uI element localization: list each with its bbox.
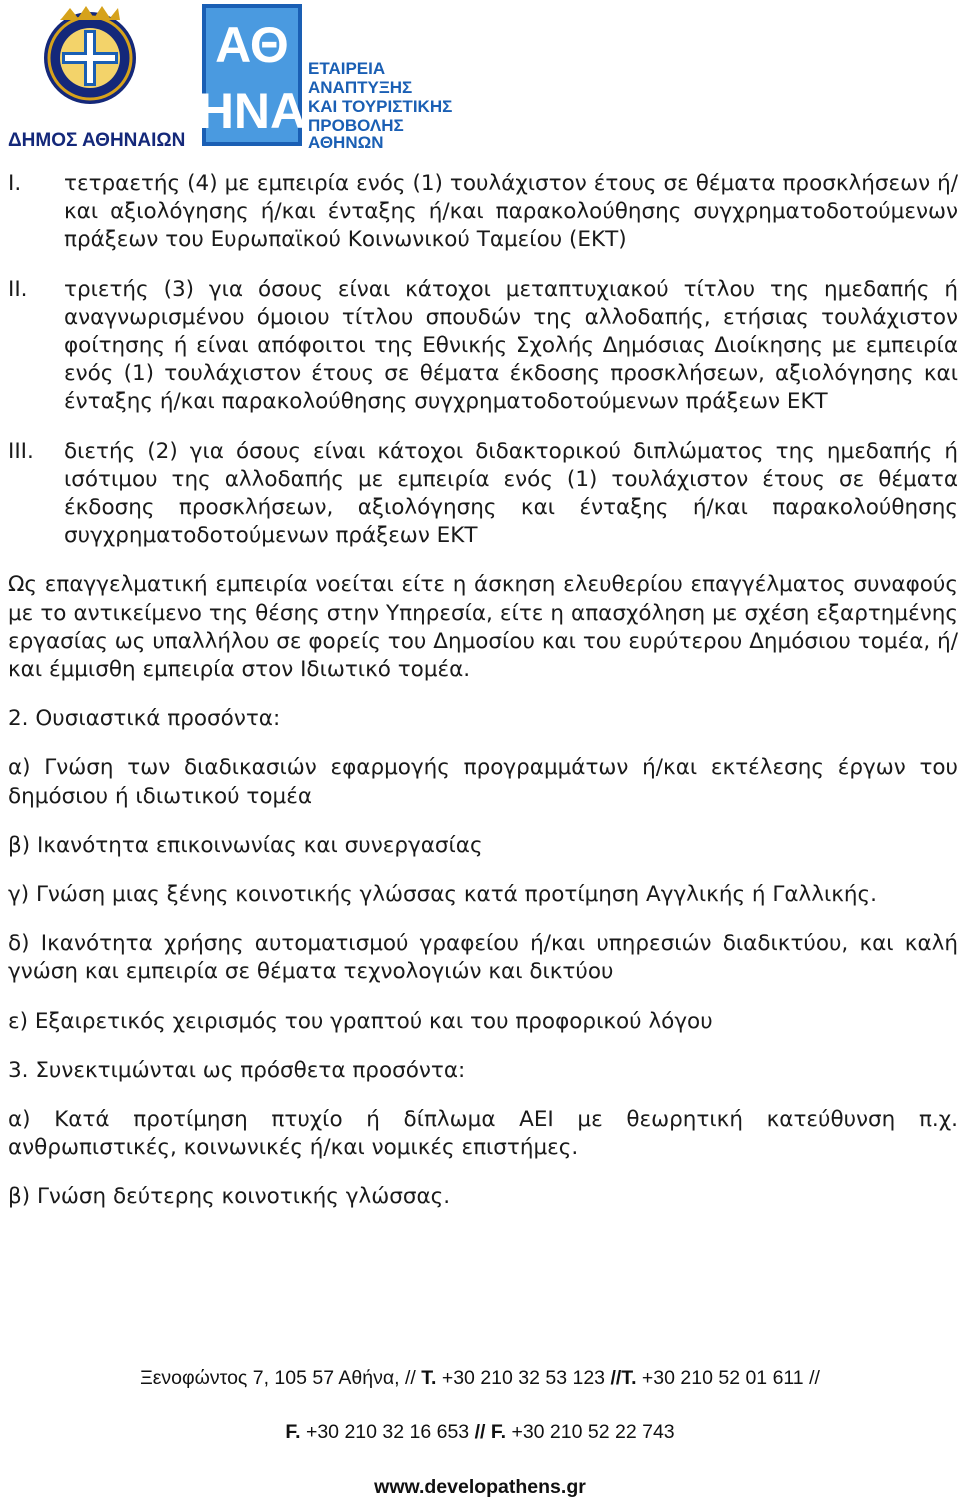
company-name-line: ΑΝΑΠΤΥΞΗΣ bbox=[308, 78, 413, 97]
tel-label: Τ. bbox=[421, 1367, 437, 1389]
footer-tel-1: +30 210 32 53 123 bbox=[441, 1367, 606, 1389]
qualification-item: α) Γνώση των διαδικασιών εφαρμογής προγραμμάτων ή/και εκτέλεσης έργων του δημόσιου ή ιδιωτικού τομέα bbox=[8, 755, 958, 809]
fax-label: F. bbox=[490, 1421, 507, 1443]
section-heading: 2. Ουσιαστικά προσόντα: bbox=[8, 706, 281, 732]
footer-tel-2: +30 210 52 01 611 // bbox=[641, 1367, 820, 1389]
municipality-seal-logo bbox=[44, 6, 136, 104]
company-logo-mark bbox=[198, 4, 306, 146]
list-number: III. bbox=[8, 438, 34, 464]
municipality-name: ΔΗΜΟΣ ΑΘΗΝΑΙΩΝ bbox=[8, 130, 186, 151]
footer-fax-line bbox=[0, 1421, 960, 1444]
list-number: II. bbox=[8, 276, 28, 302]
qualification-item: α) Κατά προτίμηση πτυχίο ή δίπλωμα ΑΕΙ με θεωρητική κατεύθυνση π.χ. ανθρωπιστικές, κοινωνικές ή/και νομικές επιστήμες. bbox=[8, 1107, 958, 1161]
footer-address-line bbox=[0, 1367, 960, 1390]
qualification-item: γ) Γνώση μιας ξένης κοινοτικής γλώσσας κατά προτίμηση Αγγλικής ή Γαλλικής. bbox=[8, 882, 878, 908]
fax-label: F. bbox=[285, 1421, 301, 1443]
list-text: διετής (2) για όσους είναι κάτοχοι διδακτορικού διπλώματος της ημεδαπής ή ισότιμου της αλλοδαπής με εμπειρία ενός (1) τουλάχιστον έτους σε θέματα έκδοσης προσκλήσεων, αξιολόγησης και ένταξης ή/και παρακολούθησης συγχρηματοδοτούμενων πράξεων ΕΚΤ bbox=[64, 438, 958, 549]
tel-label: Τ. bbox=[621, 1367, 637, 1389]
company-name-line: ΠΡΟΒΟΛΗΣ bbox=[308, 116, 404, 135]
footer-website-line bbox=[0, 1476, 960, 1499]
company-name-line: ΑΘΗΝΩΝ bbox=[308, 133, 384, 152]
separator: // bbox=[474, 1421, 486, 1443]
list-text: τριετής (3) για όσους είναι κάτοχοι μεταπτυχιακού τίτλου της ημεδαπής ή αναγνωρισμένου όμοιου τίτλου σπουδών της αλλοδαπής, ετήσιας τουλάχιστον φοίτησης ή είναι απόφοιτοι της Εθνικής Σχολής Δημόσιας Διοίκησης με εμπειρία ενός (1) τουλάχιστον έτους σε θέματα έκδοσης προσκλήσεων, αξιολόγησης και ένταξης ή/και παρακολούθησης συγχρηματοδοτούμενων πράξεων ΕΚΤ bbox=[64, 276, 958, 415]
logo-mark-text: ΑΘ bbox=[215, 17, 289, 73]
qualification-item: δ) Ικανότητα χρήσης αυτοματισμού γραφείου ή/και υπηρεσιών διαδικτύου, και καλή γνώση και εμπειρία σε θέματα τεχνολογιών και δικτύου bbox=[8, 931, 958, 985]
company-name-block bbox=[308, 59, 452, 152]
company-name-line: ΕΤΑΙΡΕΙΑ bbox=[308, 59, 386, 78]
header-logos bbox=[0, 0, 460, 152]
list-item bbox=[8, 438, 958, 551]
list-number: I. bbox=[8, 171, 22, 196]
qualification-item: β) Ικανότητα επικοινωνίας και συνεργασίας bbox=[8, 832, 483, 858]
footer-fax-1: +30 210 32 16 653 bbox=[305, 1421, 470, 1443]
website-link[interactable]: www.developathens.gr bbox=[374, 1476, 586, 1498]
qualification-item: β) Γνώση δεύτερης κοινοτικής γλώσσας. bbox=[8, 1184, 451, 1210]
list-item bbox=[8, 276, 958, 417]
logos-svg bbox=[0, 0, 460, 152]
section-heading: 3. Συνεκτιμώνται ως πρόσθετα προσόντα: bbox=[8, 1057, 466, 1083]
experience-definition-paragraph: Ως επαγγελματική εμπειρία νοείται είτε η άσκηση ελευθερίου επαγγέλματος συναφούς με το αντικείμενο της θέσης στην Υπηρεσία, είτε η απασχόληση με σχέση εξαρτημένης εργασίας ως υπαλλήλου σε φορείς του Δημοσίου και του ευρύτερου Δημόσιου τομέα, ή/και έμμισθη εμπειρία στον Ιδιωτικό τομέα. bbox=[8, 572, 958, 683]
footer-address: Ξενοφώντος 7, 105 57 Αθήνα, // bbox=[140, 1367, 416, 1389]
document-body bbox=[8, 170, 958, 1233]
separator: // bbox=[610, 1367, 622, 1389]
qualification-item: ε) Εξαιρετικός χειρισμός του γραπτού και του προφορικού λόγου bbox=[8, 1008, 713, 1034]
svg-text:ΗΝΑ: ΗΝΑ bbox=[197, 83, 307, 139]
list-item bbox=[8, 170, 958, 255]
footer-fax-2: +30 210 52 22 743 bbox=[511, 1421, 675, 1443]
list-text: τετραετής (4) με εμπειρία ενός (1) τουλάχιστον έτους σε θέματα προσκλήσεων ή/και αξιολόγησης ή/και ένταξης ή/και παρακολούθησης συγχρηματοδοτούμενων πράξεων του Ευρωπαϊκού Κοινωνικού Ταμείου (ΕΚΤ) bbox=[64, 171, 958, 253]
company-name-line: ΚΑΙ ΤΟΥΡΙΣΤΙΚΗΣ bbox=[308, 97, 453, 116]
